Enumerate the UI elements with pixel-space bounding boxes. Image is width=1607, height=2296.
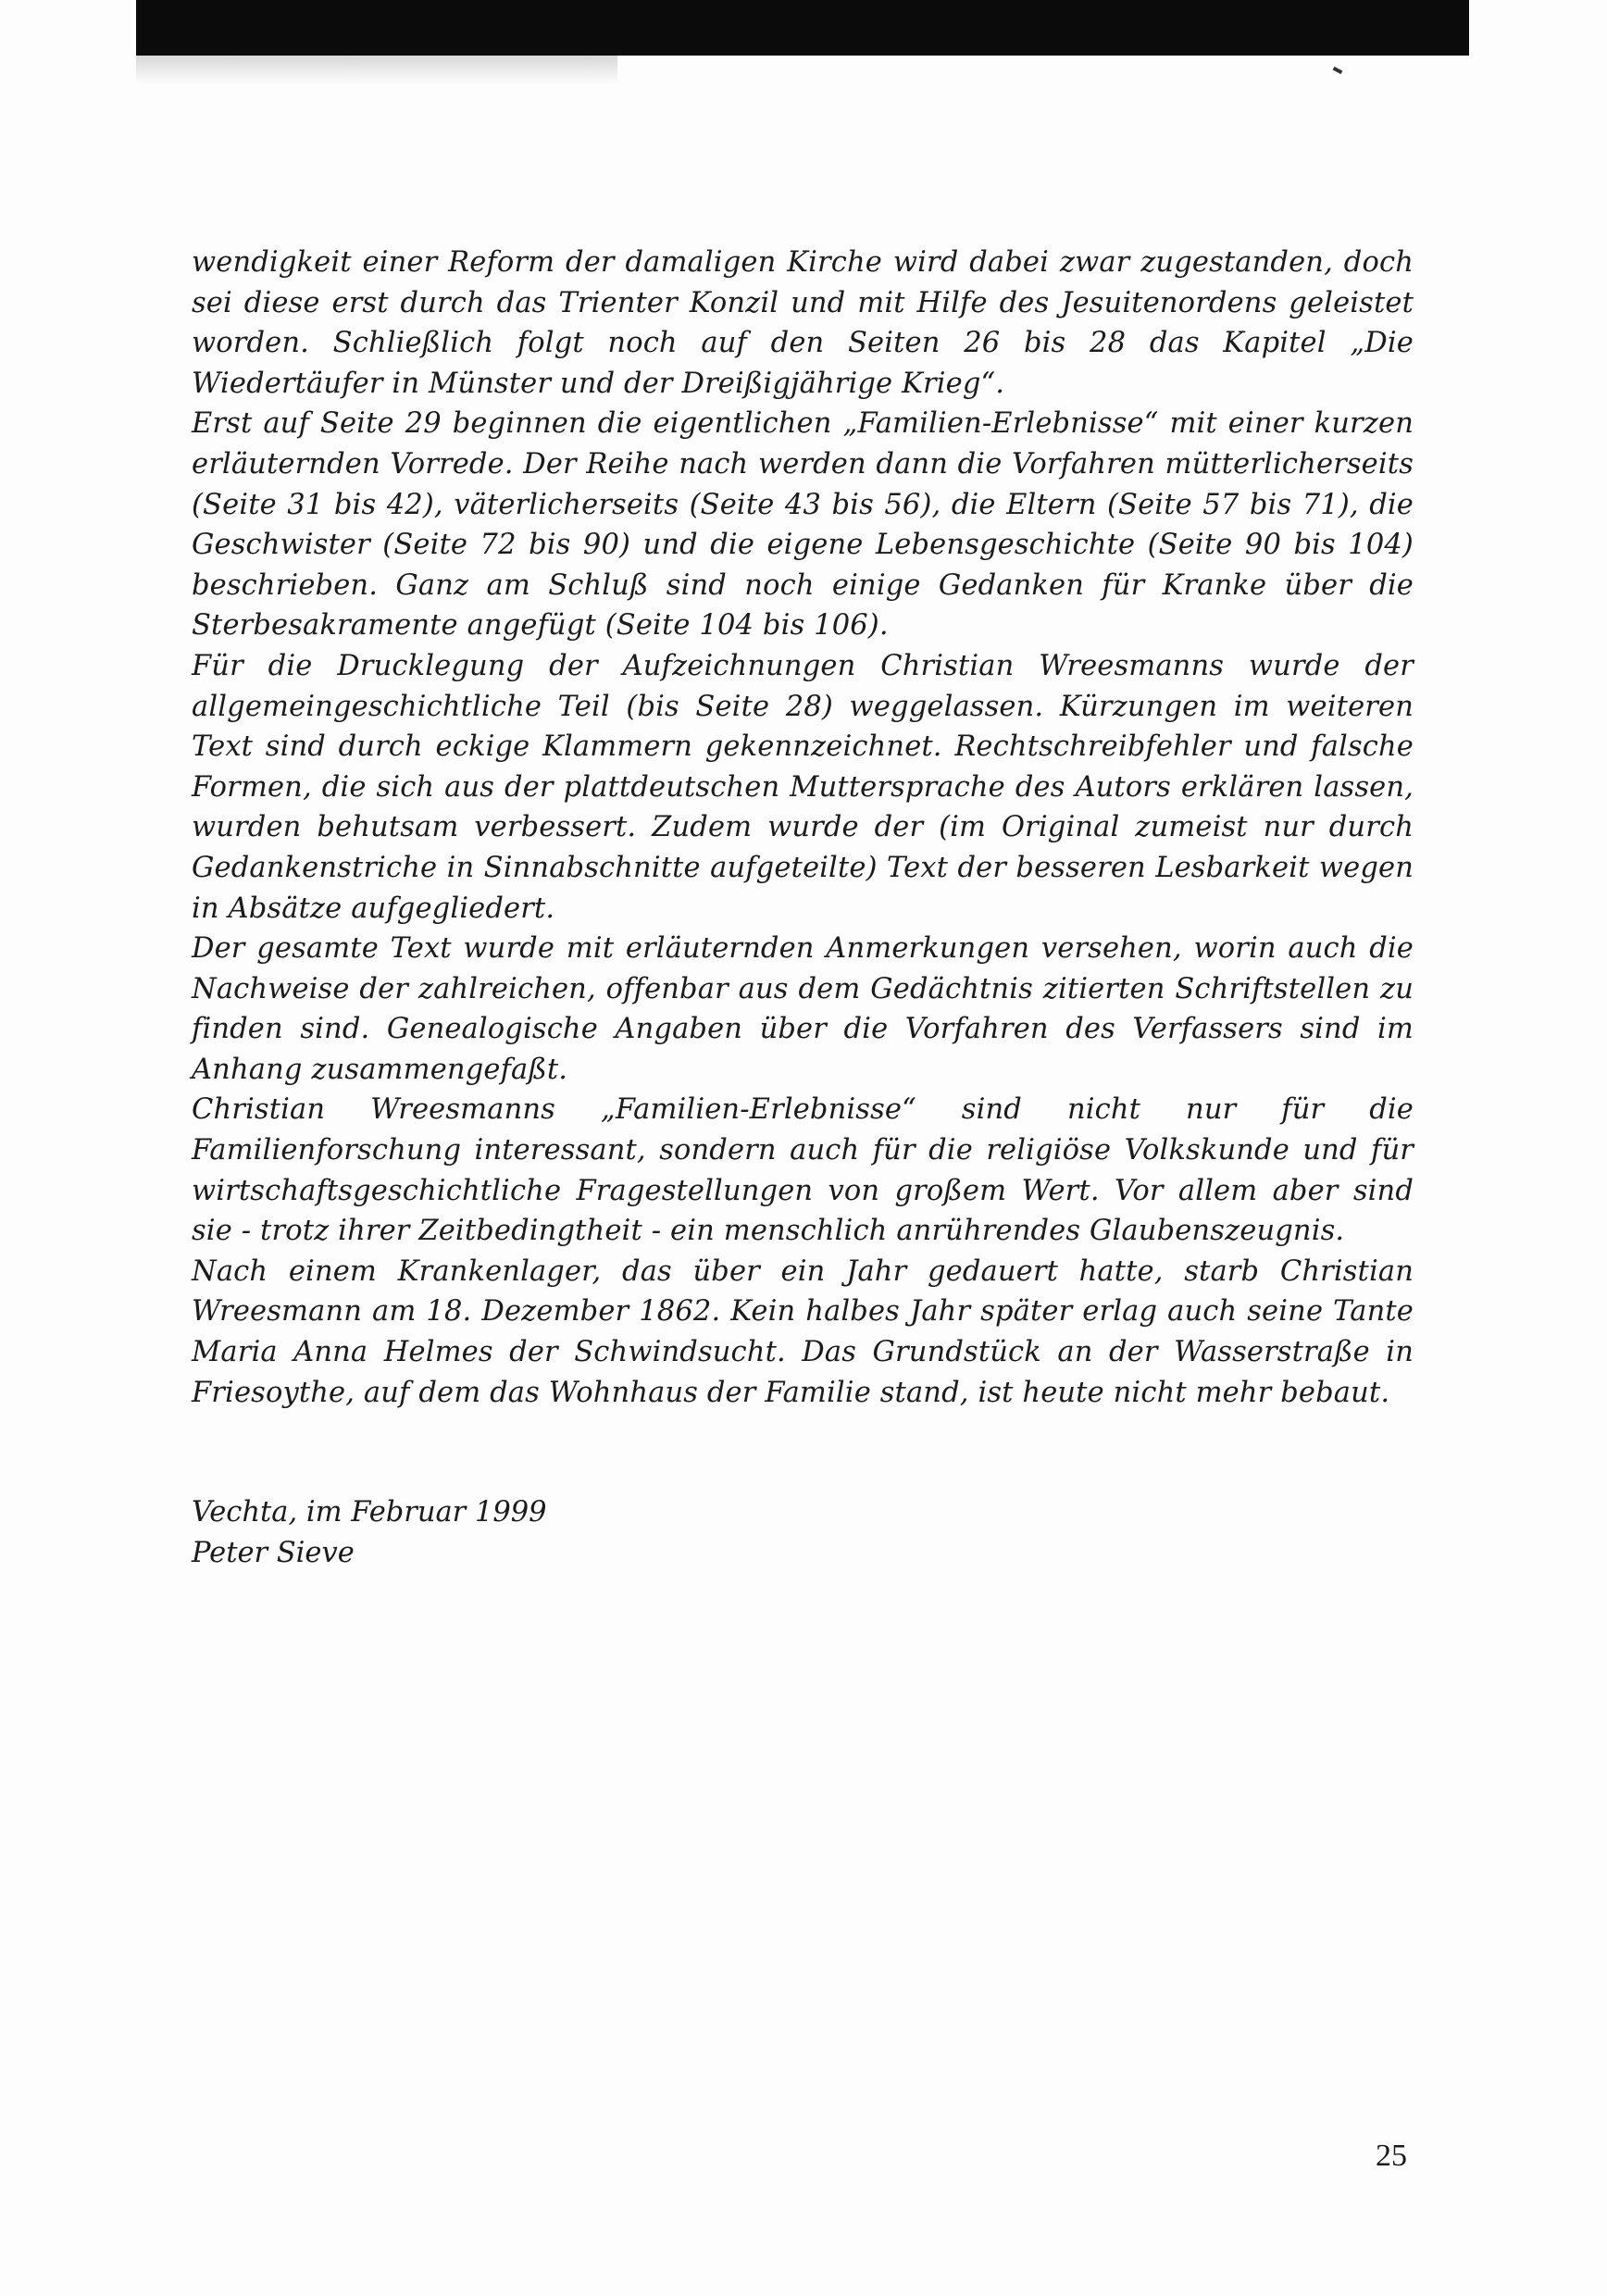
scan-top-bar: [136, 0, 1469, 56]
body-text: [192, 243, 1414, 1413]
scan-speck: [1333, 67, 1343, 74]
paragraph-tod: Nach einem Krankenlager, das über ein Jahr gedauert hatte, starb Christian Wreesmann am 18. Dezember 1862. Kein halbes Jahr später erlag auch seine Tante Maria Anna Helmes der Schwindsucht. Das Grundstück an der Wasserstraße in Friesoythe, auf dem das Wohnhaus der Familie stand, ist heute nicht mehr bebaut.: [192, 1254, 1414, 1409]
signature-place-date: Vechta, im Februar 1999: [192, 1496, 547, 1529]
paragraph-anmerkungen: Der gesamte Text wurde mit erläuternden Anmerkungen versehen, worin auch die Nachweise der zahlreichen, offenbar aus dem Gedächtnis zitierten Schriftstellen zu finden sind. Genealogische Angaben über die Vorfahren des Verfassers sind im Anhang zusammengefaßt.: [192, 932, 1414, 1086]
signature-block: [192, 1492, 547, 1574]
page-number: 25: [1376, 2139, 1407, 2173]
paragraph-drucklegung: Für die Drucklegung der Aufzeichnungen Christian Wreesmanns wurde der allgemeingeschichtliche Teil (bis Seite 28) weggelassen. Kürzungen im weiteren Text sind durch eckige Klammern gekennzeichnet. Rechtschreibfehler und falsche Formen, die sich aus der plattdeutschen Muttersprache des Autors erklären lassen, wurden behutsam verbessert. Zudem wurde der (im Original zumeist nur durch Gedankenstriche in Sinnabschnitte aufgeteilte) Text der besseren Lesbarkeit wegen in Absätze aufgegliedert.: [192, 649, 1414, 925]
scan-shadow: [136, 56, 617, 83]
paragraph-wert: Christian Wreesmanns „Familien-Erlebnisse“ sind nicht nur für die Familienforschung interessant, sondern auch für die religiöse Volkskunde und für wirtschaftsgeschichtliche Fragestellungen von großem Wert. Vor allem aber sind sie - trotz ihrer Zeitbedingtheit - ein menschlich anrührendes Glaubenszeugnis.: [192, 1093, 1414, 1248]
paragraph-reform: wendigkeit einer Reform der damaligen Kirche wird dabei zwar zugestanden, doch sei diese erst durch das Trienter Konzil und mit Hilfe des Jesuitenordens geleistet worden. Schließlich folgt noch auf den Seiten 26 bis 28 das Kapitel „Die Wiedertäufer in Münster und der Dreißigjährige Krieg“.: [192, 246, 1414, 400]
paragraph-familien-erlebnisse: Erst auf Seite 29 beginnen die eigentlichen „Familien-Erlebnisse“ mit einer kurzen erläuternden Vorrede. Der Reihe nach werden dann die Vorfahren mütterlicherseits (Seite 31 bis 42), väterlicherseits (Seite 43 bis 56), die Eltern (Seite 57 bis 71), die Geschwister (Seite 72 bis 90) und die eigene Lebensgeschichte (Seite 90 bis 104) beschrieben. Ganz am Schluß sind noch einige Gedanken für Kranke über die Sterbesakramente angefügt (Seite 104 bis 106).: [192, 407, 1414, 643]
signature-author: Peter Sieve: [192, 1537, 355, 1569]
